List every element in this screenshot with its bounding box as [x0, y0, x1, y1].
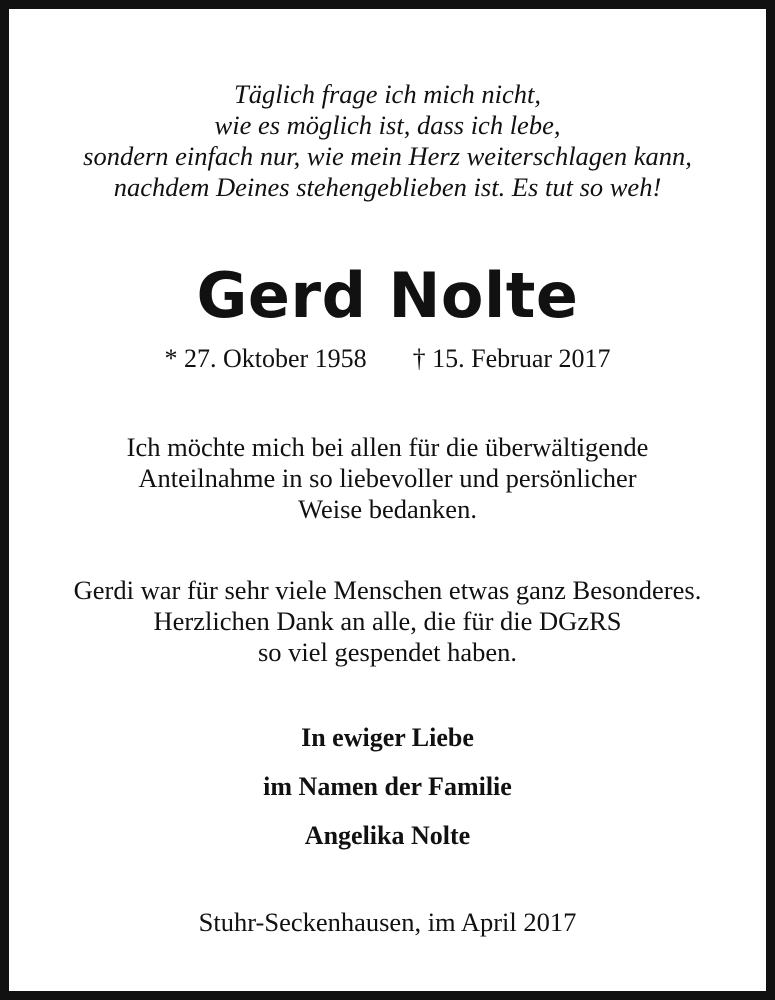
poem-line: sondern einfach nur, wie mein Herz weiterschlagen kann, [83, 141, 692, 171]
place-and-date: Stuhr-Seckenhausen, im April 2017 [198, 907, 577, 937]
poem-line: wie es möglich ist, dass ich lebe, [214, 110, 561, 140]
closing-line-family: im Namen der Familie [263, 772, 512, 801]
paragraph-line: Anteilnahme in so liebevoller und persönlicher [138, 463, 637, 493]
signatory-name: Angelika Nolte [304, 821, 471, 850]
paragraph-line: so viel gespendet haben. [257, 637, 518, 667]
thanks-paragraph [9, 432, 766, 525]
closing-line-love: In ewiger Liebe [301, 723, 474, 752]
poem-line: nachdem Deines stehengeblieben ist. Es tut so weh! [113, 172, 662, 202]
birth-date: * 27. Oktober 1958 [164, 344, 367, 373]
poem-line: Täglich frage ich mich nicht, [234, 79, 541, 109]
life-dates [9, 343, 766, 375]
donation-paragraph [9, 575, 766, 668]
death-date: † 15. Februar 2017 [412, 344, 611, 373]
paragraph-line: Gerdi war für sehr viele Menschen etwas ganz Besonderes. [73, 575, 702, 605]
deceased-name: Gerd Nolte [196, 259, 579, 332]
paragraph-line: Ich möchte mich bei allen für die überwältigende [126, 432, 649, 462]
paragraph-line: Weise bedanken. [298, 494, 477, 524]
paragraph-line: Herzlichen Dank an alle, die für die DGzRS [153, 606, 622, 636]
poem-verse [9, 79, 766, 203]
